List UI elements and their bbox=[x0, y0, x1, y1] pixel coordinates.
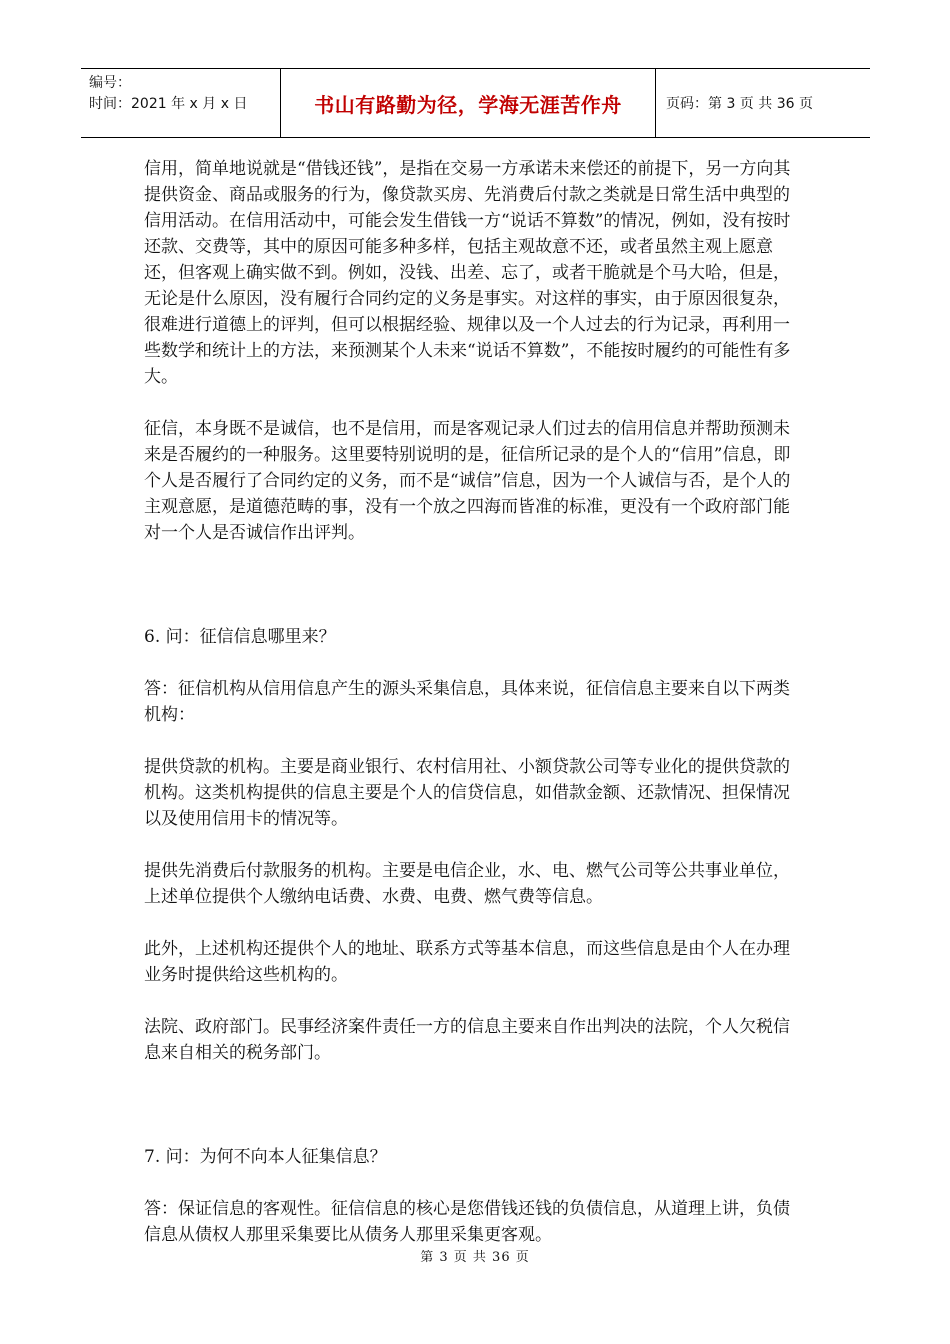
document-time-label: 时间：2021 年 x 月 x 日 bbox=[89, 96, 248, 112]
header-motto: 书山有路勤为径，学海无涯苦作舟 bbox=[281, 69, 656, 137]
paragraph-credit-definition: 信用，简单地说就是“借钱还钱”，是指在交易一方承诺未来偿还的前提下，另一方向其提供资金、商品或服务的行为，像贷款买房、先消费后付款之类就是日常生活中典型的信用活动。在信用活动中，可能会发生借钱一方“说话不算数”的情况，例如，没有按时还款、交费等，其中的原因可能多种多样，包括主观故意不还，或者虽然主观上愿意还，但客观上确实做不到。例如，没钱、出差、忘了，或者干脆就是个马大哈，但是，无论是什么原因，没有履行合同约定的义务是事实。对这样的事实，由于原因很复杂，很难进行道德上的评判，但可以根据经验、规律以及一个人过去的行为记录，再利用一些数学和统计上的方法，来预测某个人未来“说话不算数”，不能按时履约的可能性有多大。 bbox=[144, 159, 791, 387]
answer-7: 答：保证信息的客观性。征信信息的核心是您借钱还钱的负债信息，从道理上讲，负债信息从债权人那里采集要比从债务人那里采集更客观。 bbox=[144, 1199, 790, 1245]
page-header bbox=[81, 68, 870, 138]
paragraph-courts-government: 法院、政府部门。民事经济案件责任一方的信息主要来自作出判决的法院，个人欠税信息来自相关的税务部门。 bbox=[144, 1017, 790, 1063]
paragraph-basic-info: 此外，上述机构还提供个人的地址、联系方式等基本信息，而这些信息是由个人在办理业务时提供给这些机构的。 bbox=[144, 939, 790, 985]
question-7: 7. 问：为何不向本人征集信息？ bbox=[144, 1147, 387, 1167]
document-number-label: 编号： bbox=[89, 75, 131, 91]
paragraph-utility-institutions: 提供先消费后付款服务的机构。主要是电信企业，水、电、燃气公司等公共事业单位，上述单位提供个人缴纳电话费、水费、电费、燃气费等信息。 bbox=[144, 861, 790, 907]
paragraph-lending-institutions: 提供贷款的机构。主要是商业银行、农村信用社、小额贷款公司等专业化的提供贷款的机构。这类机构提供的信息主要是个人的信贷信息，如借款金额、还款情况、担保情况以及使用信用卡的情况等。 bbox=[144, 757, 790, 829]
question-6: 6. 问：征信信息哪里来？ bbox=[144, 627, 336, 647]
header-page-info: 页码：第 3 页 共 36 页 bbox=[666, 96, 813, 112]
answer-6: 答：征信机构从信用信息产生的源头采集信息，具体来说，征信信息主要来自以下两类机构： bbox=[144, 679, 790, 725]
paragraph-credit-reporting-definition: 征信，本身既不是诚信，也不是信用，而是客观记录人们过去的信用信息并帮助预测未来是否履约的一种服务。这里要特别说明的是，征信所记录的是个人的“信用”信息，即个人是否履行了合同约定的义务，而不是“诚信”信息，因为一个人诚信与否，是个人的主观意愿，是道德范畴的事，没有一个放之四海而皆准的标准，更没有一个政府部门能对一个人是否诚信作出评判。 bbox=[144, 419, 791, 543]
document-body bbox=[144, 156, 804, 1248]
page-footer: 第 3 页 共 36 页 bbox=[420, 1250, 530, 1265]
header-meta bbox=[81, 69, 281, 137]
